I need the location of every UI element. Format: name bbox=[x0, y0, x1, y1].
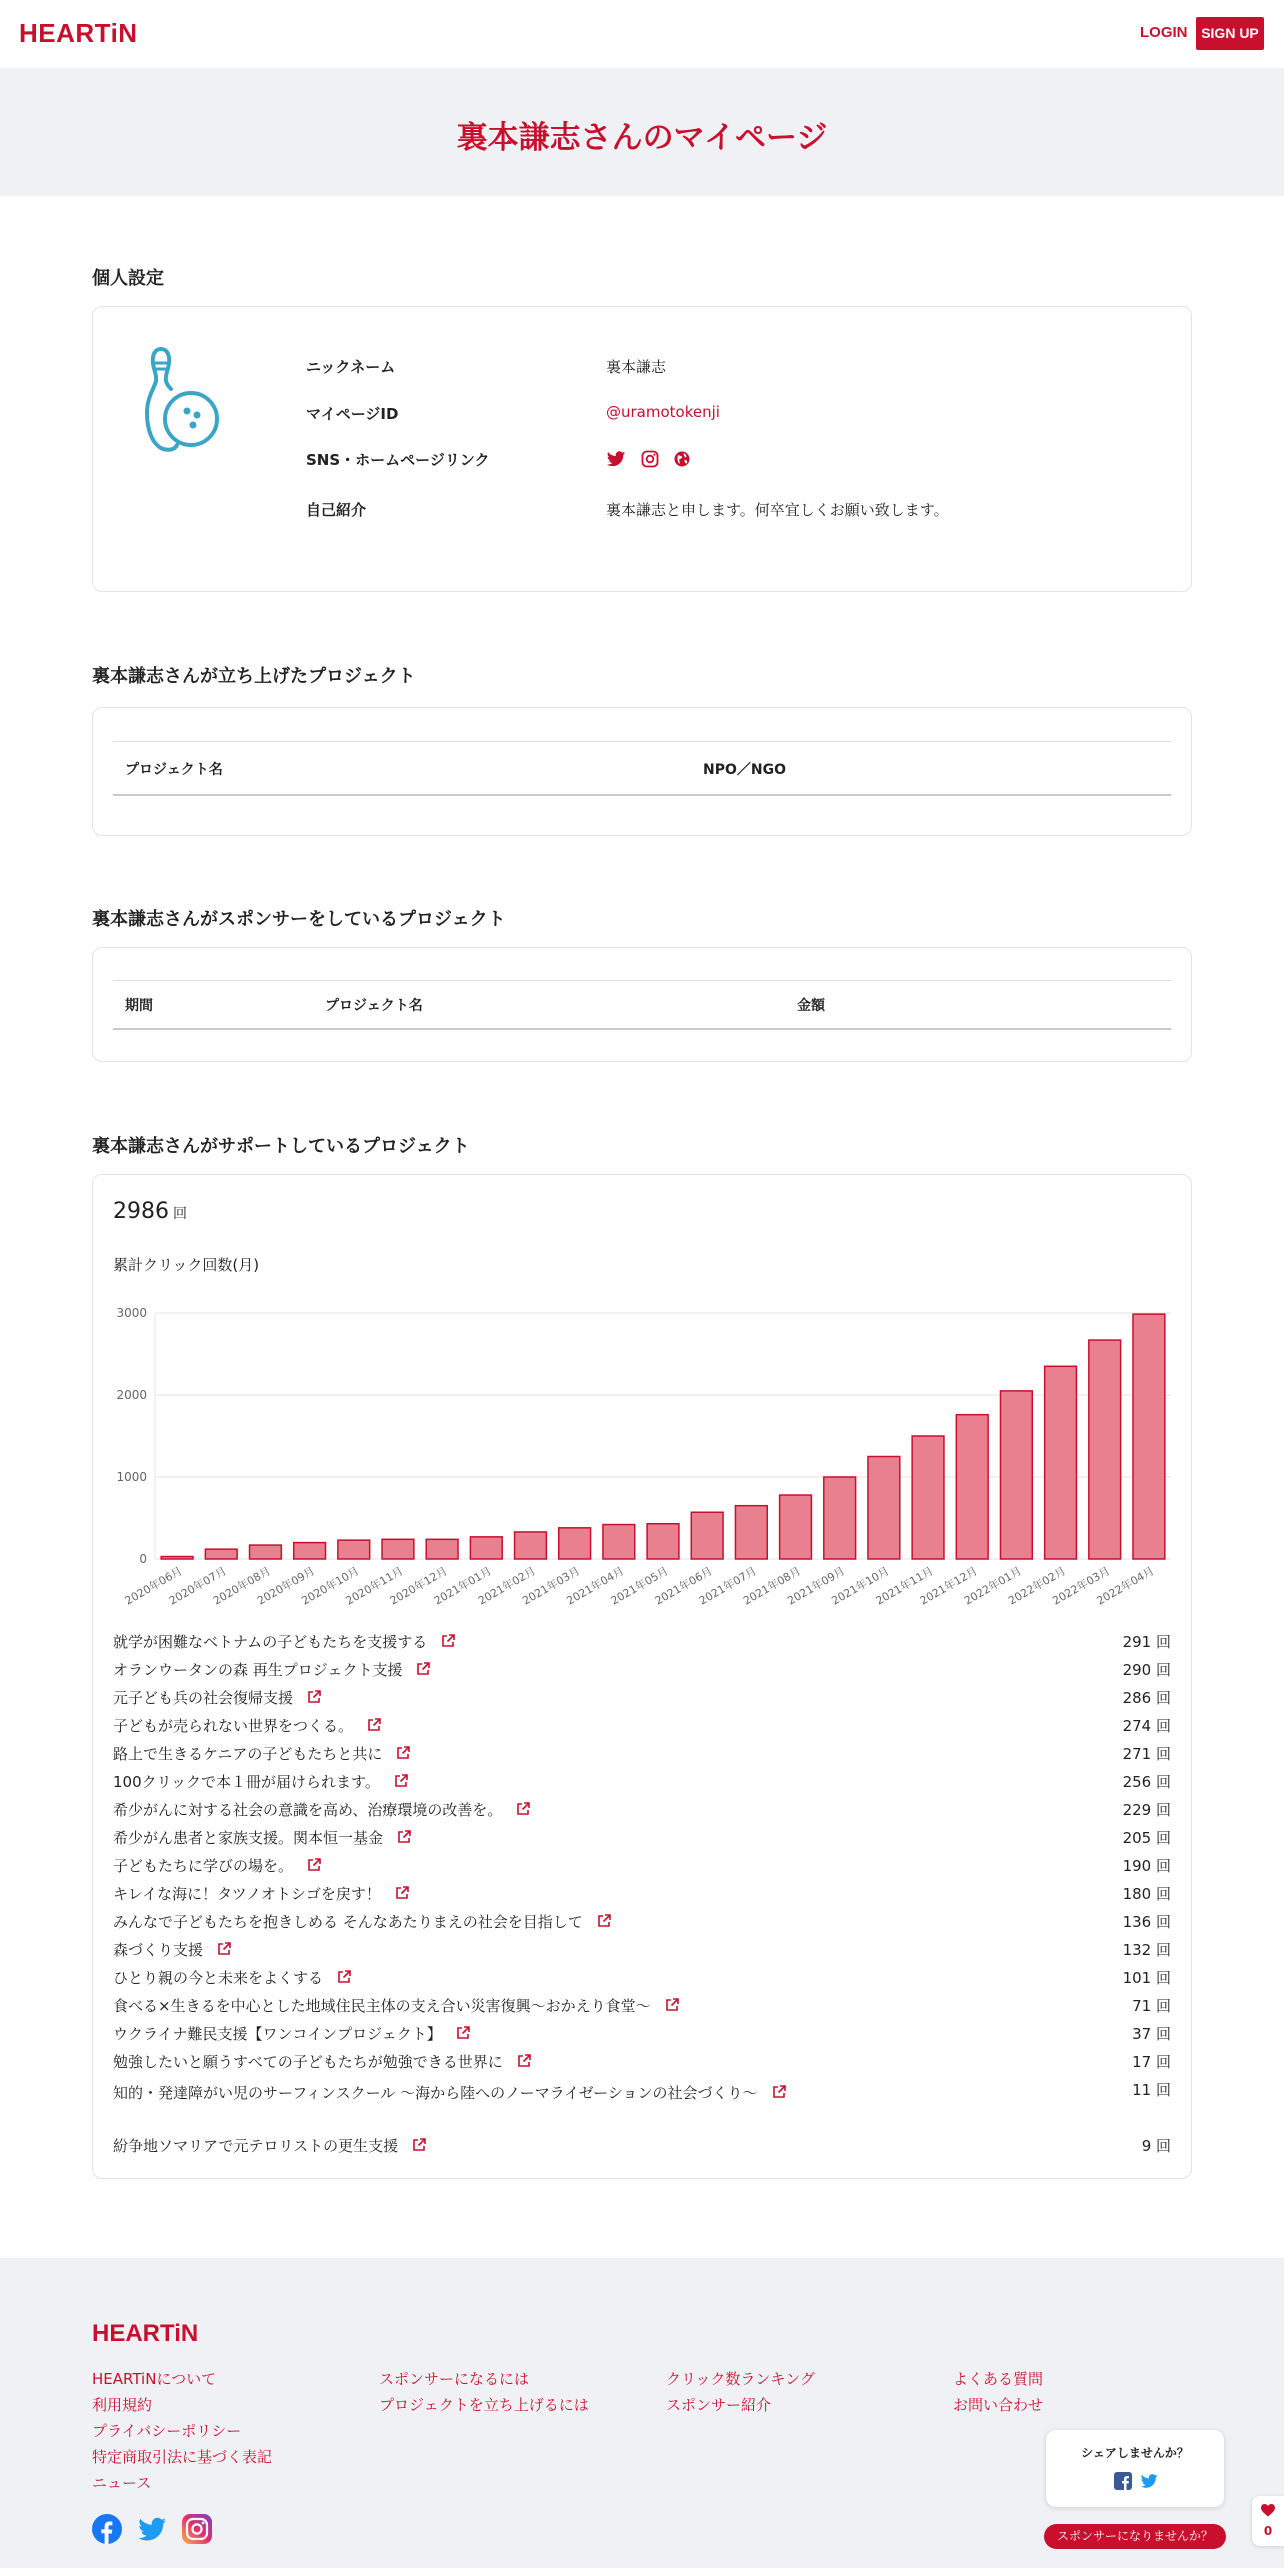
bio-label: 自己紹介 bbox=[306, 501, 367, 519]
x-tick-label: 2021年12月 bbox=[917, 1564, 980, 1608]
y-tick-label: 2000 bbox=[116, 1388, 147, 1402]
bar bbox=[559, 1528, 591, 1559]
bar bbox=[912, 1436, 944, 1559]
footer-link-contact[interactable]: お問い合わせ bbox=[953, 2396, 1044, 2414]
project-click-count: 37 回 bbox=[1132, 2025, 1171, 2043]
x-tick-label: 2022年04月 bbox=[1094, 1564, 1157, 1608]
project-row bbox=[113, 1771, 1171, 1795]
share-title: シェアしませんか？ bbox=[1081, 2446, 1189, 2460]
y-tick-label: 3000 bbox=[116, 1306, 147, 1320]
project-name: 希少がんに対する社会の意識を高め、治療環境の改善を。 bbox=[113, 1801, 503, 1819]
external-link-icon[interactable] bbox=[396, 1746, 410, 1760]
project-row bbox=[113, 1911, 1171, 1935]
bar bbox=[956, 1415, 988, 1559]
external-link-icon[interactable] bbox=[307, 1858, 321, 1872]
external-link-icon[interactable] bbox=[516, 1802, 530, 1816]
mypage-id-value[interactable]: @uramotokenji bbox=[606, 403, 720, 421]
x-tick-label: 2022年01月 bbox=[961, 1564, 1024, 1608]
heart-icon bbox=[1261, 2504, 1275, 2517]
footer-link-ranking[interactable]: クリック数ランキング bbox=[666, 2370, 815, 2388]
login-link[interactable]: LOGIN bbox=[1140, 24, 1188, 41]
y-tick-label: 0 bbox=[139, 1552, 147, 1566]
external-link-icon[interactable] bbox=[416, 1662, 430, 1676]
project-link[interactable] bbox=[113, 1687, 321, 1708]
project-link[interactable] bbox=[113, 2079, 833, 2107]
y-tick-label: 1000 bbox=[116, 1470, 147, 1484]
x-tick-label: 2020年06月 bbox=[122, 1564, 185, 1608]
external-link-icon[interactable] bbox=[441, 1634, 455, 1648]
facebook-share-icon[interactable] bbox=[1114, 2472, 1132, 2490]
instagram-icon[interactable] bbox=[182, 2514, 212, 2544]
bar bbox=[1045, 1366, 1077, 1559]
external-link-icon[interactable] bbox=[456, 2026, 470, 2040]
external-link-icon[interactable] bbox=[337, 1970, 351, 1984]
project-row bbox=[113, 1883, 1171, 1907]
col-amount: 金額 bbox=[797, 998, 825, 1014]
project-name: 知的・発達障がい児のサーフィンスクール ～海から陸へのノーマライゼーションの社会づくり～ bbox=[113, 2084, 758, 2102]
project-name: 100クリックで本１冊が届けられます。 bbox=[113, 1773, 380, 1791]
project-link[interactable] bbox=[113, 1631, 455, 1652]
project-click-count: 229 回 bbox=[1122, 1801, 1171, 1819]
project-row bbox=[113, 1855, 1171, 1879]
instagram-icon[interactable] bbox=[640, 449, 660, 469]
external-link-icon[interactable] bbox=[307, 1690, 321, 1704]
table-divider bbox=[113, 741, 1171, 742]
page-title: 裏本謙志さんのマイページ bbox=[456, 120, 828, 156]
x-tick-label: 2021年01月 bbox=[431, 1564, 494, 1608]
project-link[interactable] bbox=[113, 1799, 530, 1820]
project-name: 子どもが売られない世界をつくる。 bbox=[113, 1717, 354, 1735]
project-click-count: 190 回 bbox=[1122, 1857, 1171, 1875]
x-tick-label: 2021年06月 bbox=[652, 1564, 715, 1608]
bar bbox=[1000, 1391, 1032, 1559]
bar bbox=[161, 1557, 193, 1559]
col-npo-ngo: NPO／NGO bbox=[703, 762, 786, 778]
site-logo[interactable]: HEARTiN bbox=[19, 18, 138, 48]
total-clicks-value: 2986 bbox=[113, 1199, 169, 1224]
project-click-count: 11 回 bbox=[1132, 2081, 1171, 2099]
project-click-count: 291 回 bbox=[1122, 1633, 1171, 1651]
project-click-count: 9 回 bbox=[1141, 2137, 1171, 2155]
founded-section-title: 裏本謙志さんが立ち上げたプロジェクト bbox=[92, 666, 416, 687]
x-tick-label: 2020年10月 bbox=[299, 1564, 362, 1608]
sponsored-section-title: 裏本謙志さんがスポンサーをしているプロジェクト bbox=[92, 909, 506, 930]
external-link-icon[interactable] bbox=[395, 1886, 409, 1900]
project-name: 路上で生きるケニアの子どもたちと共に bbox=[113, 1745, 383, 1763]
bowling-pin-icon bbox=[141, 345, 221, 453]
project-row bbox=[113, 2023, 1171, 2047]
project-link[interactable] bbox=[113, 1911, 611, 1932]
project-row bbox=[113, 1939, 1171, 1963]
bar bbox=[1089, 1340, 1121, 1559]
nickname-label: ニックネーム bbox=[306, 358, 396, 376]
x-tick-label: 2021年10月 bbox=[829, 1564, 892, 1608]
site-header bbox=[0, 0, 1284, 68]
project-link[interactable] bbox=[113, 1659, 430, 1680]
project-row bbox=[113, 2079, 1171, 2129]
x-tick-label: 2021年07月 bbox=[696, 1564, 759, 1608]
footer-link-terms[interactable]: 利用規約 bbox=[92, 2396, 153, 2414]
footer-link-privacy[interactable]: プライバシーポリシー bbox=[92, 2422, 242, 2440]
project-name: 森づくり支援 bbox=[113, 1941, 204, 1959]
page-hero bbox=[0, 68, 1284, 196]
footer-link-about[interactable]: HEARTiNについて bbox=[92, 2370, 217, 2388]
bar bbox=[250, 1545, 282, 1559]
footer-link-sponsors[interactable]: スポンサー紹介 bbox=[666, 2396, 772, 2414]
footer-link-start-project[interactable]: プロジェクトを立ち上げるには bbox=[379, 2396, 589, 2414]
external-link-icon[interactable] bbox=[394, 1774, 408, 1788]
bar bbox=[735, 1506, 767, 1559]
sns-links bbox=[606, 449, 726, 471]
bar bbox=[294, 1543, 326, 1559]
project-name: 子どもたちに学びの場を。 bbox=[113, 1857, 294, 1875]
x-tick-label: 2020年09月 bbox=[255, 1564, 318, 1608]
sns-label: SNS・ホームページリンク bbox=[306, 451, 490, 469]
project-link[interactable] bbox=[113, 1771, 408, 1792]
project-row bbox=[113, 1827, 1171, 1851]
share-widget bbox=[1046, 2430, 1224, 2507]
project-click-count: 286 回 bbox=[1122, 1689, 1171, 1707]
project-link[interactable] bbox=[113, 2135, 426, 2156]
bar bbox=[382, 1539, 414, 1559]
project-click-count: 132 回 bbox=[1122, 1941, 1171, 1959]
total-clicks-unit: 回 bbox=[173, 1206, 187, 1222]
x-tick-label: 2021年09月 bbox=[785, 1564, 848, 1608]
monthly-clicks-chart bbox=[93, 1295, 1193, 1615]
x-tick-label: 2020年08月 bbox=[211, 1564, 273, 1608]
nickname-value: 裏本謙志 bbox=[606, 358, 667, 376]
footer-link-tokushoho[interactable]: 特定商取引法に基づく表記 bbox=[92, 2448, 273, 2466]
twitter-icon[interactable] bbox=[137, 2514, 167, 2544]
project-row bbox=[113, 1967, 1171, 1991]
project-name: ウクライナ難民支援【ワンコインプロジェクト】 bbox=[113, 2025, 442, 2043]
x-tick-label: 2021年05月 bbox=[608, 1564, 671, 1608]
external-link-icon[interactable] bbox=[597, 1914, 611, 1928]
x-tick-label: 2021年11月 bbox=[873, 1564, 936, 1608]
mypage-id-label: マイページID bbox=[306, 405, 399, 423]
project-click-count: 205 回 bbox=[1122, 1829, 1171, 1847]
project-name: 元子ども兵の社会復帰支援 bbox=[113, 1689, 294, 1707]
project-click-count: 71 回 bbox=[1132, 1997, 1171, 2015]
become-sponsor-button[interactable]: スポンサーになりませんか？ bbox=[1044, 2524, 1226, 2549]
bar bbox=[338, 1540, 370, 1559]
project-link[interactable] bbox=[113, 1855, 321, 1876]
project-link[interactable] bbox=[113, 1743, 410, 1764]
total-clicks bbox=[113, 1199, 187, 1224]
project-name: 就学が困難なベトナムの子どもたちを支援する bbox=[113, 1633, 428, 1651]
project-name: 希少がん患者と家族支援。関本恒一基金 bbox=[113, 1829, 384, 1847]
project-link[interactable] bbox=[113, 1995, 679, 2016]
project-click-count: 136 回 bbox=[1122, 1913, 1171, 1931]
twitter-icon[interactable] bbox=[606, 449, 626, 469]
founded-projects-card bbox=[92, 707, 1192, 836]
bar bbox=[647, 1524, 679, 1559]
x-tick-label: 2021年02月 bbox=[476, 1564, 538, 1608]
col-period: 期間 bbox=[125, 998, 153, 1014]
project-row bbox=[113, 2051, 1171, 2075]
project-name: 勉強したいと願うすべての子どもたちが勉強できる世界に bbox=[113, 2053, 503, 2071]
bar bbox=[205, 1549, 237, 1559]
project-row bbox=[113, 1743, 1171, 1767]
x-tick-label: 2022年03月 bbox=[1050, 1564, 1113, 1608]
project-click-count: 17 回 bbox=[1132, 2053, 1171, 2071]
facebook-icon[interactable] bbox=[92, 2514, 122, 2544]
x-tick-label: 2021年04月 bbox=[564, 1564, 627, 1608]
project-click-count: 180 回 bbox=[1122, 1885, 1171, 1903]
project-click-count: 290 回 bbox=[1122, 1661, 1171, 1679]
col-project-name: プロジェクト名 bbox=[125, 762, 223, 778]
site-footer bbox=[0, 2258, 1284, 2568]
project-click-count: 274 回 bbox=[1122, 1717, 1171, 1735]
external-link-icon[interactable] bbox=[367, 1718, 381, 1732]
bar bbox=[824, 1477, 856, 1559]
profile-card bbox=[92, 306, 1192, 592]
project-name: 紛争地ソマリアで元テロリストの更生支援 bbox=[113, 2137, 399, 2155]
favorite-widget[interactable] bbox=[1252, 2496, 1284, 2546]
project-row bbox=[113, 1715, 1171, 1739]
x-tick-label: 2020年11月 bbox=[343, 1564, 406, 1608]
chart-title: 累計クリック回数(月) bbox=[113, 1256, 260, 1274]
globe-icon[interactable] bbox=[672, 449, 692, 469]
external-link-icon[interactable] bbox=[217, 1942, 231, 1956]
heart-count: 0 bbox=[1263, 2524, 1273, 2538]
project-row bbox=[113, 1687, 1171, 1711]
bar bbox=[868, 1457, 900, 1560]
x-tick-label: 2021年08月 bbox=[741, 1564, 804, 1608]
x-tick-label: 2021年03月 bbox=[520, 1564, 583, 1608]
project-row bbox=[113, 1799, 1171, 1823]
external-link-icon[interactable] bbox=[412, 2138, 426, 2152]
project-row bbox=[113, 1631, 1171, 1655]
project-link[interactable] bbox=[113, 1715, 381, 1736]
bar bbox=[515, 1532, 547, 1559]
project-row bbox=[113, 2135, 1171, 2159]
project-link[interactable] bbox=[113, 1827, 411, 1848]
project-link[interactable] bbox=[113, 1967, 351, 1988]
profile-section-title: 個人設定 bbox=[92, 268, 164, 289]
project-link[interactable] bbox=[113, 1939, 231, 1960]
project-name: オランウータンの森 再生プロジェクト支援 bbox=[113, 1661, 403, 1679]
project-name: 食べる×生きるを中心とした地域住民主体の支え合い災害復興～おかえり食堂～ bbox=[113, 1997, 651, 2015]
bar bbox=[603, 1525, 635, 1559]
project-row bbox=[113, 1995, 1171, 2019]
bar bbox=[780, 1495, 812, 1559]
bar bbox=[691, 1512, 723, 1559]
project-row bbox=[113, 1659, 1171, 1683]
x-tick-label: 2022年02月 bbox=[1006, 1564, 1069, 1608]
external-link-icon[interactable] bbox=[665, 1998, 679, 2012]
table-divider bbox=[113, 980, 1171, 981]
col-project-name: プロジェクト名 bbox=[325, 998, 423, 1014]
table-divider bbox=[113, 794, 1171, 796]
external-link-icon[interactable] bbox=[397, 1830, 411, 1844]
supported-section-title: 裏本謙志さんがサポートしているプロジェクト bbox=[92, 1136, 470, 1157]
bio-value: 裏本謙志と申します。何卒宜しくお願い致します。 bbox=[606, 501, 949, 519]
footer-link-faq[interactable]: よくある質問 bbox=[953, 2370, 1044, 2388]
project-link[interactable] bbox=[113, 1883, 409, 1904]
external-link-icon[interactable] bbox=[772, 2085, 786, 2099]
sponsored-projects-card bbox=[92, 947, 1192, 1062]
project-click-count: 256 回 bbox=[1122, 1773, 1171, 1791]
project-name: ひとり親の今と未来をよくする bbox=[113, 1969, 324, 1987]
signup-button[interactable]: SIGN UP bbox=[1196, 17, 1264, 50]
supported-projects-card bbox=[92, 1174, 1192, 2179]
bar bbox=[426, 1539, 458, 1559]
external-link-icon[interactable] bbox=[517, 2054, 531, 2068]
footer-link-become-sponsor[interactable]: スポンサーになるには bbox=[379, 2370, 530, 2388]
footer-link-news[interactable]: ニュース bbox=[92, 2474, 152, 2492]
twitter-share-icon[interactable] bbox=[1140, 2472, 1158, 2490]
project-click-count: 101 回 bbox=[1122, 1969, 1171, 1987]
footer-logo[interactable]: HEARTiN bbox=[92, 2320, 199, 2347]
x-tick-label: 2020年07月 bbox=[166, 1564, 229, 1608]
x-tick-label: 2020年12月 bbox=[387, 1564, 450, 1608]
bar bbox=[470, 1537, 502, 1559]
project-click-count: 271 回 bbox=[1122, 1745, 1171, 1763]
project-link[interactable] bbox=[113, 2023, 470, 2044]
project-link[interactable] bbox=[113, 2051, 531, 2072]
project-name: キレイな海に！タツノオトシゴを戻す！ bbox=[113, 1885, 381, 1903]
project-name: みんなで子どもたちを抱きしめる そんなあたりまえの社会を目指して bbox=[113, 1913, 583, 1931]
bar bbox=[1133, 1314, 1165, 1559]
table-divider bbox=[113, 1028, 1171, 1030]
